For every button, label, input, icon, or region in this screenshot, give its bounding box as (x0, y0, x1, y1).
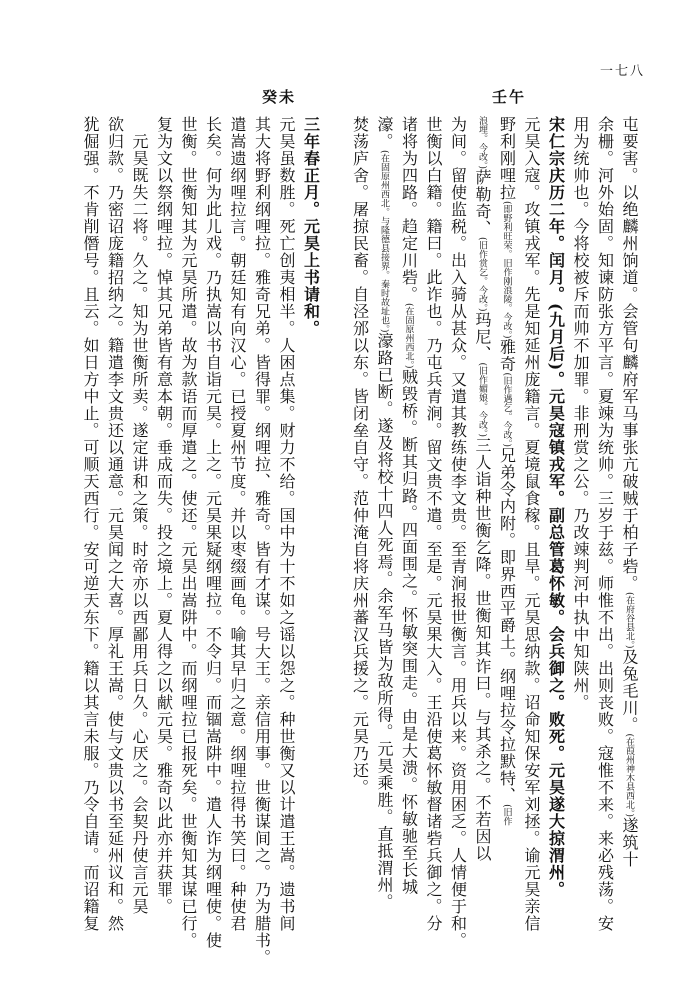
text-column (348, 116, 372, 976)
body-text: 遣嵩遗纲哩拉言。朝廷知有向汉心。已授夏州节度。并以枣缀画龟。喻其早归之意。纲哩拉得书笑曰。种使君 (228, 116, 247, 932)
body-text: 雅奇 (497, 338, 517, 373)
heading-text: 三年春正月。元昊上书请和。 (301, 116, 321, 337)
text-column (152, 116, 176, 976)
body-text: 焚荡庐舍。屠掠民畜。自泾邠以东。皆闭垒自守。范仲淹自将庆州蕃汉兵援之。元昊乃还。 (350, 116, 370, 796)
text-column (617, 116, 641, 976)
text-column (593, 116, 617, 976)
body-text: 元昊虽数胜。死亡创夷相半。人困点集。财力不给。国中为十不如之谣以怨之。种世衡又以计遣王嵩。遗书间 (277, 116, 296, 932)
body-text: 世衡以白籍。籍曰。此诈也。乃屯兵青涧。留文贵不遣。至是。元昊果大入。王沿使葛怀敏督诸砦兵御之。分 (424, 116, 443, 932)
text-column (397, 116, 421, 976)
body-text: 濠路已断。遂及将校十四人死焉。余军马皆为敌所得。元昊乘胜。直抵渭州。 (375, 332, 394, 911)
body-text: 遂筑十 (620, 817, 639, 869)
heading-text: 宋仁宗庆历二年。闰月。(九月后)。元昊寇镇戎军。副总管葛怀敏。会兵御之。败死。元昊遂大掠渭州。 (546, 116, 566, 899)
annotation-note: (在固原州西北。) (403, 303, 414, 369)
text-column (250, 116, 274, 976)
body-text: 其大将野利纲哩拉。雅奇兄弟。皆得罪。纲哩拉、雅奇。皆有才谋。号大王。亲信用事。世衡谋间之。乃为腊书。 (252, 116, 272, 966)
text-column (176, 116, 200, 976)
body-text: 濠。 (375, 116, 394, 150)
annotation-note: (旧作赏乞。今改。) (477, 237, 487, 312)
body-text: 用为统帅也。今将校被斥而帅不加罪。非刑赏之公。乃改竦判河中执中知陕州。 (571, 116, 590, 711)
body-text: 野利刚哩拉 (497, 116, 517, 201)
text-column (372, 116, 396, 976)
annotation-note: (旧作遇乞。今改。) (501, 372, 512, 448)
text-column (225, 116, 249, 976)
body-text: 兄弟令内附。即界西平爵土。纲哩拉令拉默特、 (497, 447, 517, 805)
body-text: 犹倔强。不肯削僭号。且云。如日方中止。可顺天西行。安可逆天东下。籍以其言未服。乃令自请。而诏籍复 (81, 116, 100, 932)
body-text: 萨勒奇、 (473, 169, 492, 238)
text-column (568, 116, 592, 976)
text-column (127, 116, 151, 976)
body-text: 欲归款。乃密诏庞籍招纳之。籍遣李文贵还以通意。元昊闻之大喜。厚礼王嵩。使与文贵以书至延州议和。然 (105, 116, 125, 932)
annotation-note: (旧作媚娘。今改。) (477, 362, 487, 438)
body-text: 元昊既失二将。久之。知为世衡所卖。遂定讲和之策。时帝亦以西鄙用兵日久。心厌之。会契丹使言元昊 (130, 116, 149, 915)
year-ganzhi-guiwei: 癸未 (262, 88, 297, 106)
text-column (470, 116, 494, 976)
body-text: 玛尼、 (473, 311, 492, 363)
text-column (446, 116, 470, 976)
annotation-note: (在葭州神木县西北。) (624, 733, 634, 818)
body-text: 及兔毛川。 (620, 648, 639, 734)
text-column (299, 116, 323, 976)
text-column (78, 116, 102, 976)
text-column (323, 116, 347, 976)
annotation-note: (旧作 (501, 804, 512, 826)
year-ganzhi-renwu: 壬午 (492, 88, 527, 106)
body-text: 屯要害。以绝麟州饷道。会管句麟府军马事张亢破贼于柏子砦。 (620, 116, 639, 592)
text-column (201, 116, 225, 976)
text-column (544, 116, 568, 976)
text-column (103, 116, 127, 976)
annotation-note: (在固原州西北。与隆德县接界。秦时故址也。) (379, 150, 389, 333)
annotation-note: (即野利旺荣。旧作刚浪陵。今改。) (501, 201, 512, 339)
body-text: 为间。留使监税。出入骑从甚众。又遣其教练使李文贵。至青涧报世衡言。用兵以来。资用困乏。人情便于和。 (448, 116, 468, 949)
text-column (421, 116, 445, 976)
body-text: 三人诣种世衡乞降。世衡知其诈曰。与其杀之。不若因以 (473, 437, 492, 863)
text-column (519, 116, 543, 976)
body-text: 世衡。世衡知其为元昊所遣。故为款语而厚遣之。使还。元昊出嵩阱中。而纲哩拉已报死矣。世衡知其谋已行。 (179, 116, 198, 949)
body-text: 长矣。何为此儿戏。乃执嵩以书自诣元昊。上之。元昊果疑纲哩拉。不令归。而锢嵩阱中。遣人诈为纲哩使。使 (203, 116, 223, 949)
body-text: 复为文以祭纲哩拉。悼其兄弟皆有意本朝。垂成而失。投之境上。夏人得之以献元昊。雅奇以此亦并获罪。 (154, 116, 174, 915)
text-column (274, 116, 298, 976)
body-text: 余栅。河外始固。知谏防张方平言。夏竦为统帅。三岁于兹。师惟不出。出则丧败。寇惟不来。来必残荡。安 (595, 116, 615, 932)
body-text: 诸将为四路。趋定川砦。 (399, 116, 419, 303)
annotation-note: 浪埋。今改。) (477, 116, 487, 170)
body-text: 贼毁桥。断其归路。四面围之。怀敏突围走。由是大溃。怀敏驰至长城 (399, 368, 419, 896)
text-column (495, 116, 519, 976)
annotation-note: (在府谷县北。) (624, 592, 634, 649)
page-number: 一七八 (600, 64, 646, 79)
body-text: 元昊入寇。攻镇戎军。先是知延州庞籍言。夏境鼠食稼。且旱。元昊思纳款。诏命知保安军刘拯。谕元昊亲信 (522, 116, 541, 932)
